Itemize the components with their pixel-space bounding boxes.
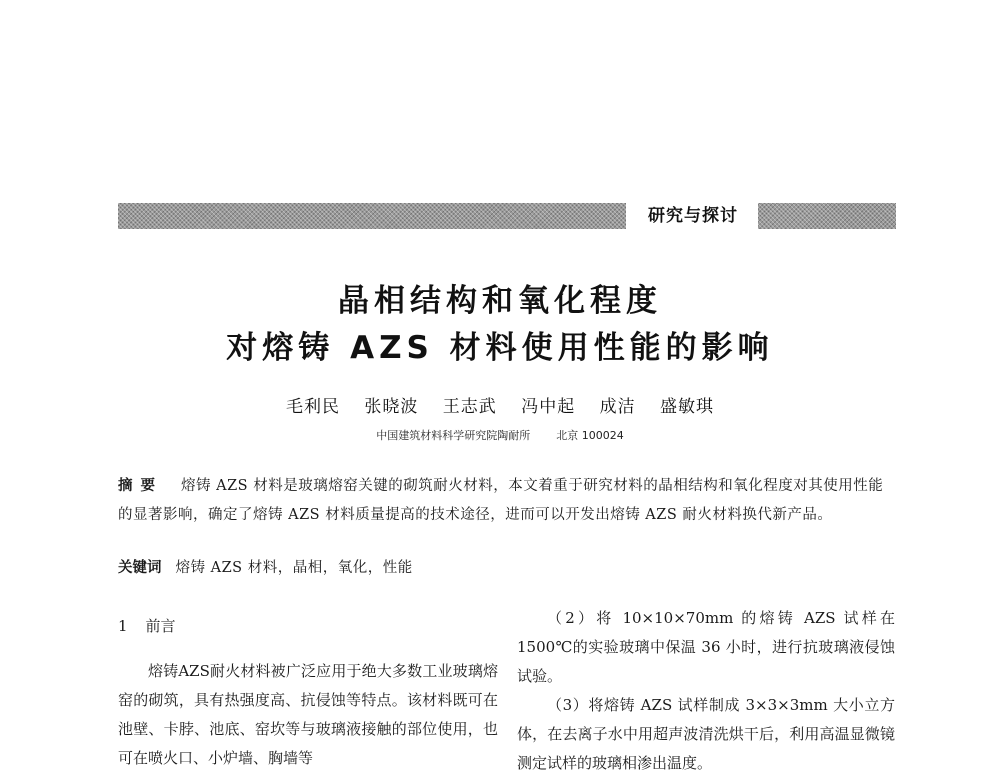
section-label: 研究与探讨 [648,206,738,226]
title-line-2: 对熔铸 AZS 材料使用性能的影响 [226,330,774,366]
section-number: 1 [118,617,128,635]
banner-bar-left [118,203,626,229]
abstract [118,472,896,530]
affiliation-place: 北京 100024 [556,429,624,442]
right-column [517,604,895,778]
abstract-label: 摘要 [118,478,163,494]
intro-paragraph: 熔铸AZS耐火材料被广泛应用于绝大多数工业玻璃熔窑的砌筑，具有热强度高、抗侵蚀等特点。该材料既可在池壁、卡脖、池底、窑坎等与玻璃液接触的部位使用，也可在喷火口、小炉墙、胸墙等 [118,662,498,767]
section-banner [118,203,896,229]
affiliation [0,427,1000,443]
method-paragraph-3: （3）将熔铸 AZS 试样制成 3×3×3mm 大小立方体，在去离子水中用超声波清洗烘干后，利用高温显微镜测定试样的玻璃相渗出温度。 [517,696,895,772]
title-line-1: 晶相结构和氧化程度 [338,283,662,319]
authors: 毛利民 张晓波 王志武 冯中起 成洁 盛敏琪 [285,397,715,417]
keywords-text: 熔铸 AZS 材料，晶相，氧化，性能 [175,560,413,576]
section-heading [118,612,498,641]
section-title: 前言 [145,617,176,635]
abstract-text: 熔铸 AZS 材料是玻璃熔窑关键的砌筑耐火材料，本文着重于研究材料的晶相结构和氧化程度对其使用性能的显著影响，确定了熔铸 AZS 材料质量提高的技术途径，进而可以开发出熔铸 AZS 耐火材料换代新产品。 [118,478,884,523]
affiliation-institute: 中国建筑材料科学研究院陶耐所 [376,429,531,442]
left-column [118,612,498,773]
banner-bar-right [758,203,896,229]
method-paragraph-2: （2）将 10×10×70mm 的熔铸 AZS 试样在1500℃的实验玻璃中保温 36 小时，进行抗玻璃液侵蚀试验。 [517,609,895,685]
keywords [118,556,896,577]
keywords-label: 关键词 [118,560,162,576]
